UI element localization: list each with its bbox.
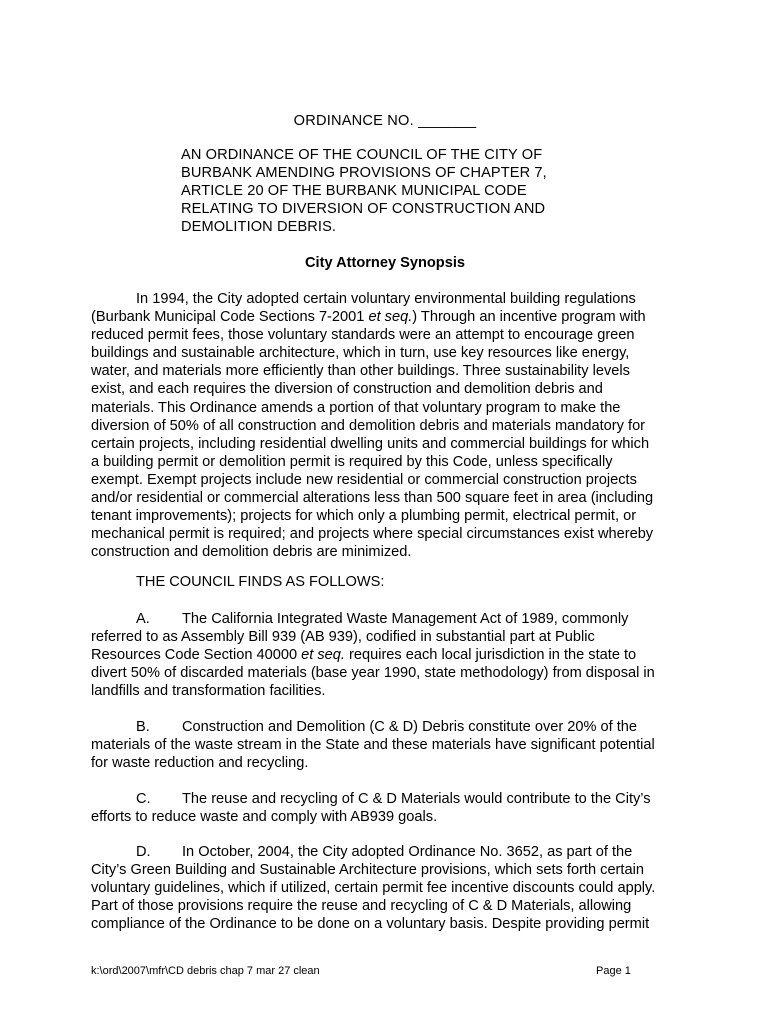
finding-line: materials of the waste stream in the State and these materials have significant potential [91, 737, 655, 754]
footer-page-number: Page 1 [596, 965, 631, 977]
synopsis-line: construction and demolition debris are minimized. [91, 544, 412, 561]
finding-line: Part of those provisions require the reuse and recycling of C & D Materials, allowing [91, 898, 632, 915]
synopsis-line: water, and materials more efficiently than other buildings. Three sustainability levels [91, 363, 630, 380]
finding-line: City’s Green Building and Sustainable Architecture provisions, which sets forth certain [91, 862, 644, 879]
synopsis-italic: et seq. [368, 309, 413, 326]
finding-line: landfills and transformation facilities. [91, 683, 326, 700]
synopsis-line: a building permit or demolition permit is required by this Code, unless specifically [91, 453, 613, 470]
title-line: RELATING TO DIVERSION OF CONSTRUCTION AND [181, 201, 546, 217]
finding-b [91, 718, 681, 772]
synopsis-line: and/or residential or commercial alterations less than 500 square feet in area (including [91, 490, 654, 507]
finding-label: D. [136, 844, 151, 860]
finding-line: referred to as Assembly Bill 939 (AB 939), codified in substantial part at Public [91, 629, 595, 646]
synopsis-line: ) Through an incentive program with [412, 309, 646, 326]
synopsis-line: diversion of 50% of all construction and demolition debris and materials mandatory for [91, 417, 646, 434]
synopsis-line: (Burbank Municipal Code Sections 7-2001 [91, 309, 369, 326]
synopsis-line: exempt. Exempt projects include new residential or commercial construction projects [91, 471, 637, 488]
finding-line: The reuse and recycling of C & D Materials would contribute to the City’s [182, 791, 651, 807]
finding-label: A. [136, 611, 150, 627]
synopsis-line: buildings and sustainable architecture, which in turn, use key resources like energy, [91, 345, 630, 362]
synopsis-line: In 1994, the City adopted certain voluntary environmental building regulations [136, 291, 636, 307]
finding-italic: et seq. [301, 647, 345, 664]
ordinance-title [181, 146, 581, 236]
finding-a [91, 610, 681, 700]
finding-line: In October, 2004, the City adopted Ordinance No. 3652, as part of the [182, 844, 633, 860]
synopsis-line: reduced permit fees, those voluntary standards were an attempt to encourage green [91, 327, 635, 344]
finding-line: for waste reduction and recycling. [91, 755, 309, 772]
finding-line: Construction and Demolition (C & D) Debris constitute over 20% of the [182, 719, 638, 735]
synopsis-line: mechanical permit is required; and projects where special circumstances exist whereby [91, 526, 654, 543]
finding-line: divert 50% of discarded materials (base year 1990, state methodology) from disposal in [91, 665, 655, 682]
synopsis-line: tenant improvements); projects for which only a plumbing permit, electrical permit, or [91, 508, 637, 525]
finding-line: requires each local jurisdiction in the state to [344, 647, 637, 664]
ordinance-number: ORDINANCE NO. _______ [293, 113, 477, 129]
synopsis-line: materials. This Ordinance amends a portion of that voluntary program to make the [91, 399, 621, 416]
synopsis-line: exist, and each requires the diversion of construction and demolition debris and [91, 381, 603, 398]
footer-file-path: k:\ord\2007\mfr\CD debris chap 7 mar 27 clean [91, 965, 320, 977]
finding-line: compliance of the Ordinance to be done on a voluntary basis. Despite providing permit [91, 916, 650, 933]
council-findings-heading: THE COUNCIL FINDS AS FOLLOWS: [136, 574, 385, 590]
finding-line: The California Integrated Waste Management Act of 1989, commonly [182, 611, 629, 627]
synopsis-heading: City Attorney Synopsis [304, 255, 466, 271]
finding-d [91, 843, 681, 933]
finding-line: Resources Code Section 40000 [91, 647, 302, 664]
finding-line: efforts to reduce waste and comply with AB939 goals. [91, 809, 438, 826]
finding-label: C. [136, 791, 151, 807]
synopsis-paragraph [91, 290, 681, 561]
title-line: DEMOLITION DEBRIS. [181, 219, 337, 235]
synopsis-line: certain projects, including residential dwelling units and commercial buildings for which [91, 435, 650, 452]
title-line: AN ORDINANCE OF THE COUNCIL OF THE CITY OF [181, 147, 543, 163]
title-line: ARTICLE 20 OF THE BURBANK MUNICIPAL CODE [181, 183, 527, 199]
title-line: BURBANK AMENDING PROVISIONS OF CHAPTER 7, [181, 165, 547, 181]
finding-c [91, 790, 681, 826]
finding-label: B. [136, 719, 150, 735]
finding-line: voluntary guidelines, which if utilized, certain permit fee incentive discounts could apply. [91, 880, 656, 897]
